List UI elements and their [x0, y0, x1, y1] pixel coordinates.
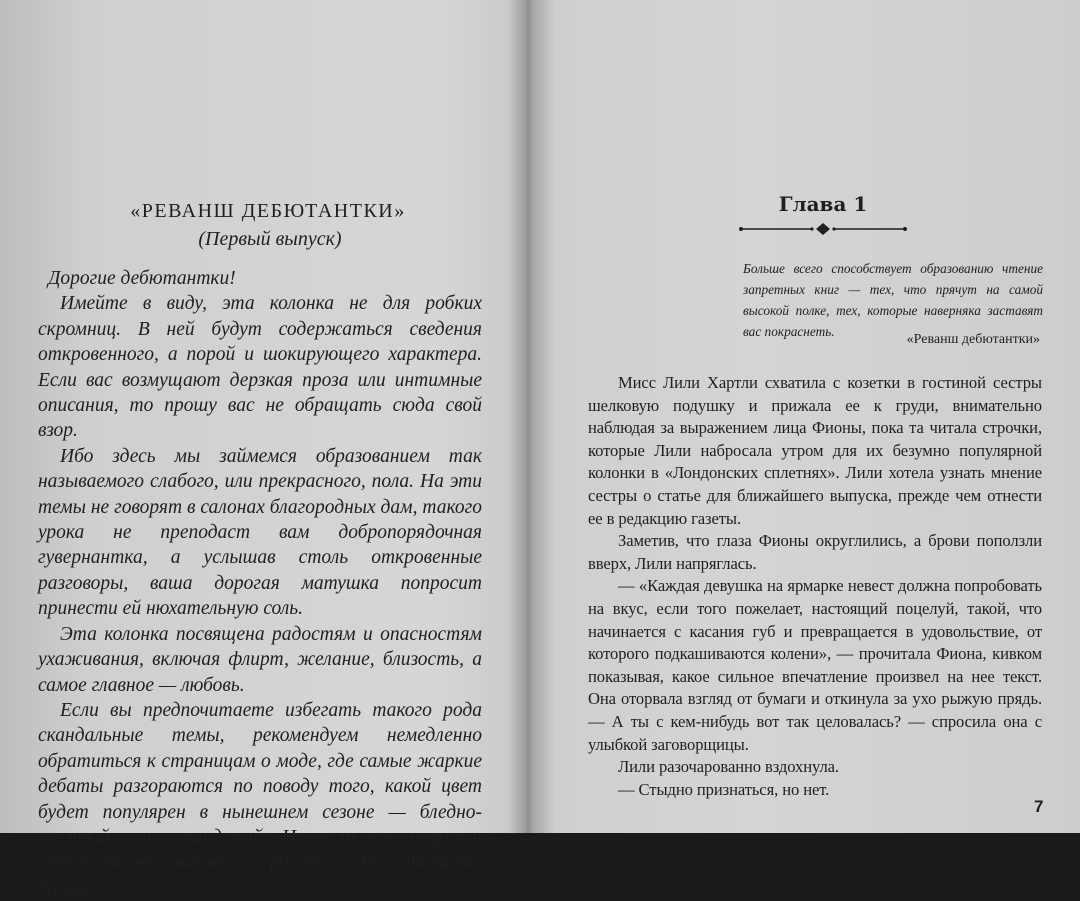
left-body-text — [38, 266, 482, 901]
left-paragraph: Имейте в виду, эта колонка не для робких скромниц. В ней будут содержаться сведения откровенного, а порой и шокирующего характера. Если вас возмущают дерзкая проза или интимные описания, то прошу вас не обращать сюда свой взор. — [38, 293, 482, 442]
right-paragraph: — Стыдно признаться, но нет. — [618, 779, 830, 799]
chapter-title: Глава 1 — [778, 192, 868, 216]
epigraph: Больше всего способствует образованию чтение запретных книг — тех, что прячут на самой высокой полке, тех, которые наверняка заставят вас покраснеть. — [743, 261, 1043, 339]
column-title: «РЕВАНШ ДЕБЮТАНТКИ» — [130, 200, 406, 222]
right-paragraph: — «Каждая девушка на ярмарке невест должна попробовать на вкус, если того пожелает, настоящий поцелуй, такой, что начинается с касания губ и превращается в удовольствие, от которого подкашиваются колени», — прочитала Фиона, кивком показывая, какое сильное впечатление произвел на нее текст. Она оторвала взгляд от бумаги и откинула за ухо рыжую прядь. — А ты с кем-нибудь вот так целовалась? — спросила она с улыбкой заговорщицы. — [588, 576, 1042, 754]
right-paragraph: Лили разочарованно вздохнула. — [618, 757, 839, 777]
ornament-divider-icon — [738, 222, 908, 236]
right-paragraph: Мисс Лили Хартли схватила с козетки в гостиной сестры шелковую подушку и прижала ее к груди, внимательно наблюдая за выражением лица Фионы, пока та читала строчки, которые Лили набросала утром для их безумно популярной колонки в «Лондонских сплетнях». Лили хотела узнать мнение сестры о статье для ближайшего выпуска, прежде чем отнести ее в редакцию газеты. — [588, 373, 1042, 528]
left-page — [0, 0, 528, 899]
greeting: Дорогие дебютантки! — [48, 268, 236, 289]
right-paragraph: Заметив, что глаза Фионы округлились, а брови поползли вверх, Лили напряглась. — [588, 531, 1042, 573]
left-paragraph: Эта колонка посвящена радостям и опасностям ухаживания, включая флирт, желание, близость, а самое главное — любовь. — [38, 623, 482, 696]
page-number: 7 — [1034, 797, 1044, 816]
issue-subtitle: (Первый выпуск) — [198, 228, 342, 250]
epigraph-source: «Реванш дебютантки» — [906, 332, 1040, 347]
right-body-text — [588, 372, 1042, 801]
left-paragraph: Если вы предпочитаете избегать такого рода скандальные темы, рекомендуем немедленно обратиться к страницам о моде, где самые жаркие дебаты разгораются по поводу того, какой цвет будет популярен в нынешнем сезоне — бледно-желтый или лавандовый. Но если вас терзает любопытство насчет сердечных дел, читайте дальше… — [38, 699, 482, 899]
right-page — [530, 0, 1080, 833]
left-paragraph: Ибо здесь мы займемся образованием так называемого слабого, или прекрасного, пола. На эти темы не говорят в салонах благородных дам, такого урока не преподаст вам добропорядочная гувернантка, а услышав столь откровенные разговоры, ваша дорогая матушка попросит принести ей нюхательную соль. — [38, 445, 482, 620]
